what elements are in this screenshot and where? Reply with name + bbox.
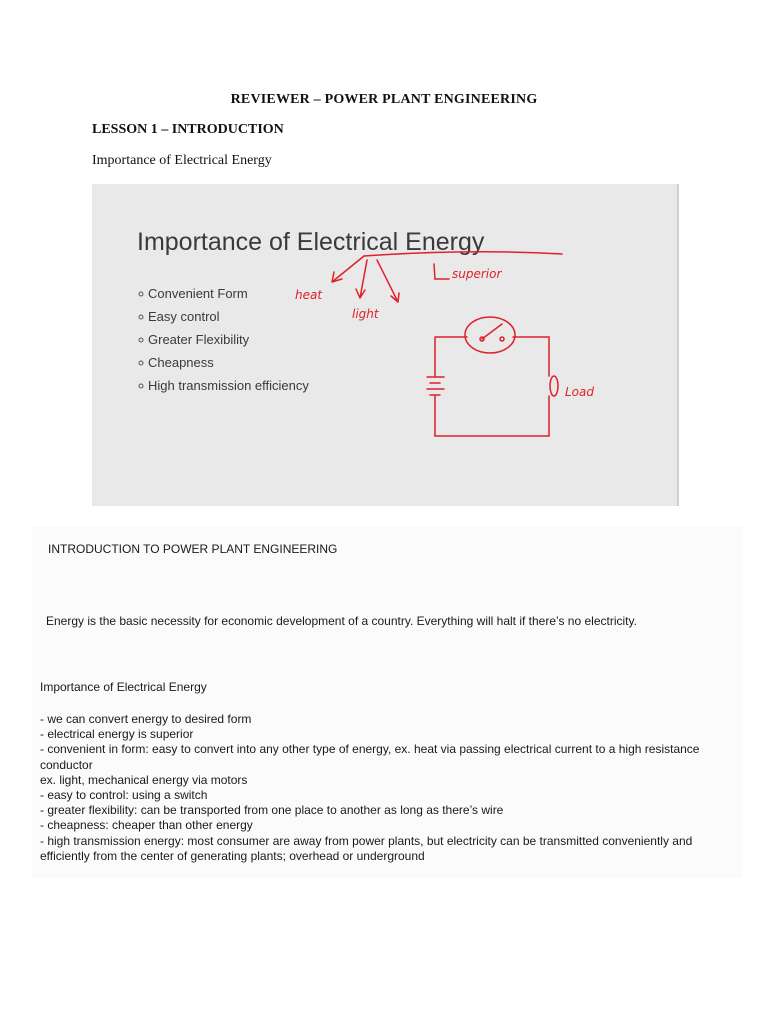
notes-section [32,526,742,878]
circuit-wire-top [435,337,549,376]
notes-subheading: Importance of Electrical Energy [40,680,207,694]
slide-bullet: Cheapness [148,355,214,370]
notes-heading: INTRODUCTION TO POWER PLANT ENGINEERING [48,542,338,556]
notes-line: - electrical energy is superior [40,727,194,742]
bullet-marker [139,292,143,296]
switch-contact-right [500,337,504,341]
bullet-marker [139,338,143,342]
annotation-superior: superior [452,267,502,281]
notes-line: - greater flexibility: can be transported from one place to another as long as there’s wire [40,803,504,818]
circuit-wire-bottom [435,396,549,436]
bullet-marker [139,384,143,388]
load-symbol [550,376,558,396]
notes-line: - easy to control: using a switch [40,788,208,803]
battery-symbol [427,377,444,395]
slide-canvas [92,184,677,506]
arrow-to-heat [332,256,364,282]
lesson-heading: LESSON 1 – INTRODUCTION [92,122,284,137]
notes-line: - we can convert energy to desired form [40,712,252,726]
slide-title: Importance of Electrical Energy [137,228,485,256]
switch-blade [482,324,502,339]
slide-bullet: High transmission efficiency [148,378,309,393]
slide-bullet: Convenient Form [148,286,248,301]
switch-enclosure [465,317,515,353]
lecture-slide-image [92,184,679,506]
annotation-heat: heat [295,288,323,302]
bullet-marker [139,315,143,319]
bullet-marker [139,361,143,365]
annotation-load: Load [565,385,594,399]
superior-bracket [434,264,449,279]
notes-list [40,712,740,864]
arrow-to-light [356,260,367,298]
notes-paragraph: Energy is the basic necessity for economic development of a country. Everything will halt if there’s no electricity. [46,614,637,628]
annotation-light: light [352,307,379,321]
arrow-to-extra [377,260,399,302]
notes-line: ex. light, mechanical energy via motors [40,772,248,787]
document-title: REVIEWER – POWER PLANT ENGINEERING [230,92,538,107]
notes-line: - cheapness: cheaper than other energy [40,818,253,833]
slide-bullet: Greater Flexibility [148,332,250,347]
section-label: Importance of Electrical Energy [92,153,272,168]
notes-line: - high transmission energy: most consumer are away from power plants, but electricity can be transmitted conveniently and efficiently from the center of generating plants; overhead or underground [40,833,693,863]
notes-line: - convenient in form: easy to convert into any other type of energy, ex. heat via passing electrical current to a high resistance conductor [40,742,700,772]
slide-bullet: Easy control [148,309,220,324]
